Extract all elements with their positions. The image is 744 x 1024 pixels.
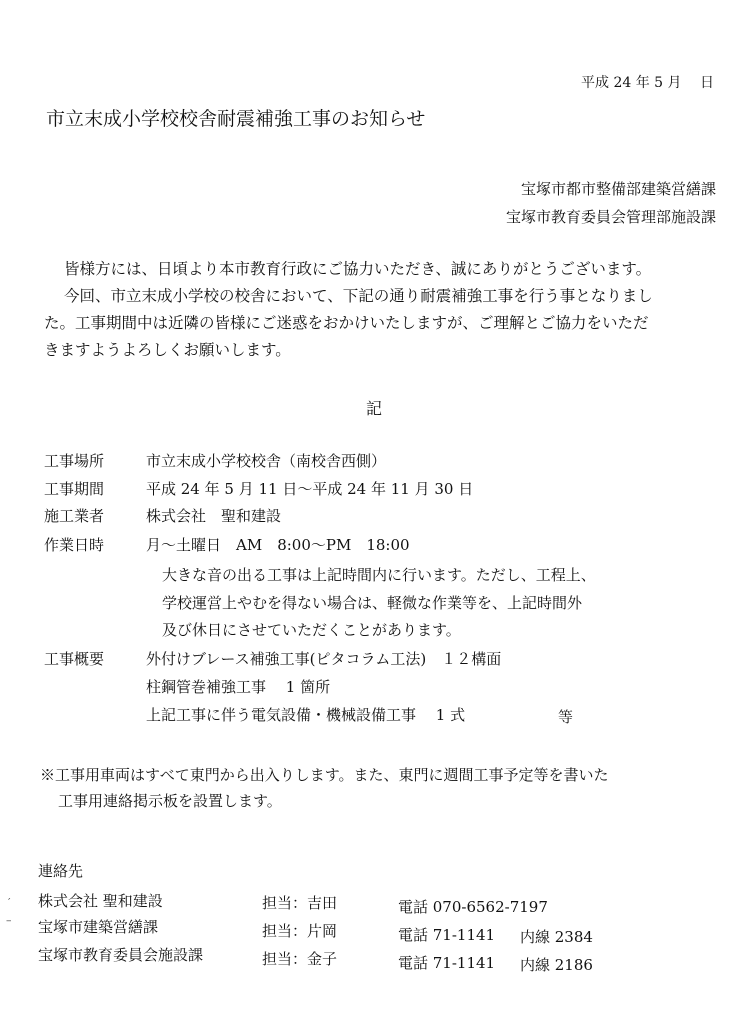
contact-person: 担当：金子 [262, 950, 338, 968]
contact-extension: 内線 2186 [520, 956, 593, 974]
contractor-label: 施工業者 [44, 507, 105, 525]
contact-person: 担当：吉田 [262, 894, 338, 912]
notice-line-1: ※工事用車両はすべて東門から出入りします。また、東門に週間工事予定等を書いた [40, 766, 609, 784]
place-label: 工事場所 [44, 452, 105, 470]
worktime-note-2: 学校運営上やむを得ない場合は、軽微な作業等を、上記時間外 [162, 594, 583, 612]
ki-heading: 記 [366, 399, 383, 418]
period-label: 工事期間 [44, 480, 105, 498]
worktime-value: 月～土曜日 AM 8:00～PM 18:00 [146, 536, 410, 554]
intro-line-1: 皆様方には、日頃より本市教育行政にご協力いただき、誠にありがとうございます。 [64, 260, 652, 278]
period-value: 平成 24 年 5 月 11 日～平成 24 年 11 月 30 日 [146, 480, 474, 498]
worktime-note-3: 及び休日にさせていただくことがあります。 [162, 621, 461, 639]
worktime-label: 作業日時 [44, 536, 105, 554]
summary-item-1: 外付けブレース補強工事(ピタコラム工法) １２構面 [146, 650, 502, 668]
summary-label: 工事概要 [44, 650, 105, 668]
contact-phone: 電話 71-1141 [398, 954, 496, 972]
contact-org: 株式会社 聖和建設 [38, 892, 163, 910]
document-title: 市立末成小学校校舎耐震補強工事のお知らせ [46, 108, 426, 130]
place-value: 市立末成小学校校舎（南校舎西側） [146, 452, 387, 470]
notice-line-2: 工事用連絡掲示板を設置します。 [58, 792, 282, 810]
contact-org: 宝塚市教育委員会施設課 [38, 946, 204, 964]
contact-phone: 電話 71-1141 [398, 926, 496, 944]
scan-artifact: ′ [8, 896, 11, 909]
intro-line-4: きますようよろしくお願いします。 [44, 341, 291, 359]
summary-etc: 等 [558, 708, 574, 726]
contact-extension: 内線 2384 [520, 928, 593, 946]
worktime-note-1: 大きな音の出る工事は上記時間内に行います。ただし、工程上、 [162, 566, 596, 584]
intro-line-3: た。工事期間中は近隣の皆様にご迷惑をおかけいたしますが、ご理解とご協力をいただ [44, 314, 649, 332]
summary-item-3: 上記工事に伴う電気設備・機械設備工事 1 式 [146, 706, 466, 724]
summary-item-2: 柱鋼管巻補強工事 1 箇所 [146, 678, 331, 696]
contact-org: 宝塚市建築営繕課 [38, 918, 159, 936]
intro-line-2: 今回、市立末成小学校の校舎において、下記の通り耐震補強工事を行う事となりまし [64, 287, 653, 305]
document-date: 平成 24 年 5 月 日 [581, 75, 714, 91]
department-1: 宝塚市都市整備部建築営繕課 [520, 180, 716, 198]
scan-artifact: – [6, 914, 12, 927]
contact-person: 担当：片岡 [262, 922, 338, 940]
contacts-heading: 連絡先 [38, 862, 84, 880]
contractor-value: 株式会社 聖和建設 [146, 507, 282, 525]
department-2: 宝塚市教育委員会管理部施設課 [505, 208, 716, 226]
contact-phone: 電話 070-6562-7197 [398, 898, 548, 916]
